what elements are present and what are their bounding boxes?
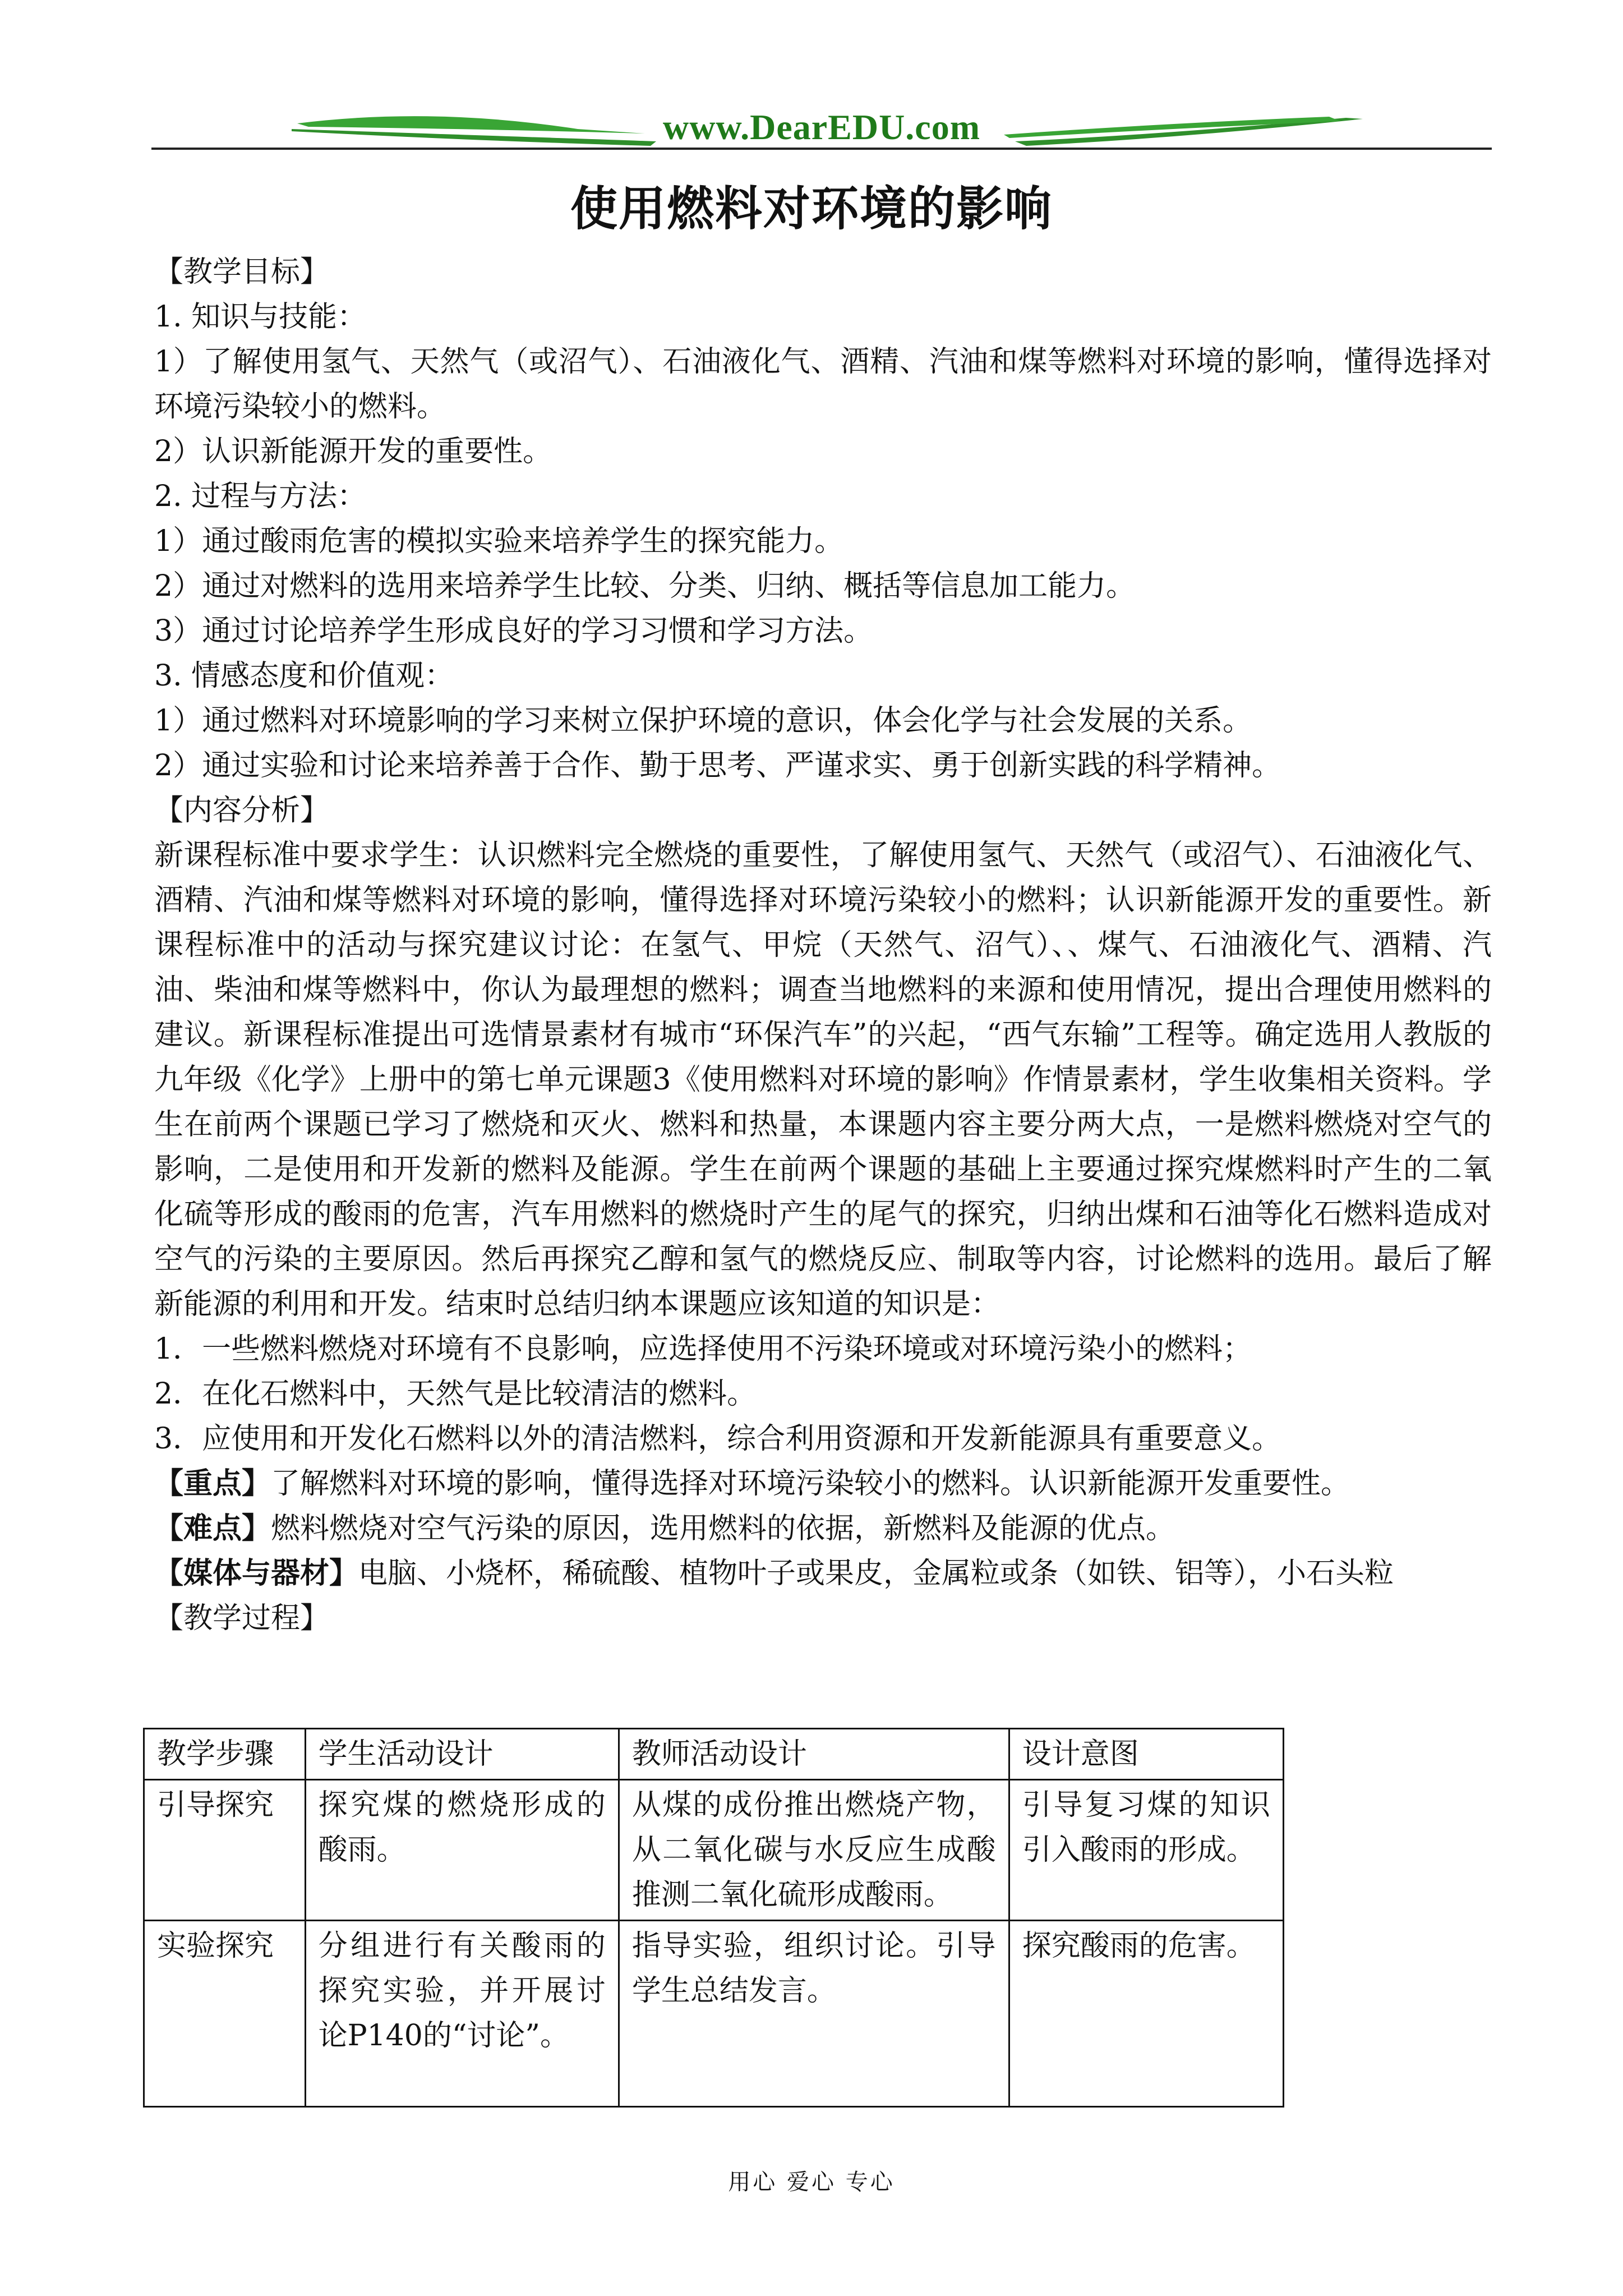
objective-line: 3. 情感态度和价值观： <box>154 659 454 693</box>
difficulty <box>154 1506 1492 1551</box>
table-cell-intent: 引导复习煤的知识引入酸雨的形成。 <box>1009 1780 1283 1921</box>
objective-line: 3）通过讨论培养学生形成良好的学习习惯和学习方法。 <box>154 614 873 648</box>
table-cell-student: 探究煤的燃烧形成的酸雨。 <box>305 1780 619 1921</box>
column-header: 教师活动设计 <box>619 1729 1009 1780</box>
key-point-text: 了解燃料对环境的影响，懂得选择对环境污染较小的燃料。认识新能源开发重要性。 <box>271 1467 1350 1501</box>
table-cell-step: 实验探究 <box>144 1921 306 2107</box>
media <box>154 1551 1492 1596</box>
table-cell-intent: 探究酸雨的危害。 <box>1009 1921 1283 2107</box>
key-point <box>154 1461 1492 1506</box>
analysis-point: 2．在化石燃料中，天然气是比较清洁的燃料。 <box>154 1377 757 1411</box>
objective-line: 1）通过酸雨危害的模拟实验来培养学生的探究能力。 <box>154 524 844 558</box>
document-body <box>154 250 1492 1641</box>
objective-line: 1）了解使用氢气、天然气（或沼气）、石油液化气、酒精、汽油和煤等燃料对环境的影响，懂得选择对环境污染较小的燃料。 <box>154 345 1492 424</box>
analysis-heading: 【内容分析】 <box>154 794 330 827</box>
objective-line: 2. 过程与方法： <box>154 480 367 513</box>
page-footer: 用心 爱心 专心 <box>728 2169 895 2195</box>
column-header: 设计意图 <box>1009 1729 1283 1780</box>
table-header-row <box>144 1729 1284 1780</box>
table-row <box>144 1780 1284 1921</box>
analysis-paragraph: 新课程标准中要求学生：认识燃料完全燃烧的重要性，了解使用氢气、天然气（或沼气）、石油液化气、酒精、汽油和煤等燃料对环境的影响，懂得选择对环境污染较小的燃料；认识新能源开发的重要性。新课程标准中的活动与探究建议讨论：在氢气、甲烷（天然气、沼气）、、煤气、石油液化气、酒精、汽油、柴油和煤等燃料中，你认为最理想的燃料；调查当地燃料的来源和使用情况，提出合理使用燃料的建议。新课程标准提出可选情景素材有城市“环保汽车”的兴起，“西气东输”工程等。确定选用人教版的九年级《化学》上册中的第七单元课题3《使用燃料对环境的影响》作情景素材，学生收集相关资料。学生在前两个课题已学习了燃烧和灭火、燃料和热量，本课题内容主要分两大点，一是燃料燃烧对空气的影响，二是使用和开发新的燃料及能源。学生在前两个课题的基础上主要通过探究煤燃料时产生的二氧化硫等形成的酸雨的危害，汽车用燃料的燃烧时产生的尾气的探究，归纳出煤和石油等化石燃料造成对空气的污染的主要原因。然后再探究乙醇和氢气的燃烧反应、制取等内容，讨论燃料的选用。最后了解新能源的利用和开发。结束时总结归纳本课题应该知道的知识是： <box>154 839 1492 1321</box>
objective-line: 2）认识新能源开发的重要性。 <box>154 435 552 468</box>
site-header <box>151 107 1492 163</box>
column-header: 教学步骤 <box>144 1729 306 1780</box>
analysis-point: 3．应使用和开发化石燃料以外的清洁燃料，综合利用资源和开发新能源具有重要意义。 <box>154 1422 1281 1456</box>
objective-line: 2）通过对燃料的选用来培养学生比较、分类、归纳、概括等信息加工能力。 <box>154 569 1136 603</box>
column-header: 学生活动设计 <box>305 1729 619 1780</box>
process-heading: 【教学过程】 <box>154 1602 330 1635</box>
table-row <box>144 1921 1284 2107</box>
header-divider <box>151 148 1492 150</box>
analysis-point: 1．一些燃料燃烧对环境有不良影响，应选择使用不污染环境或对环境污染小的燃料； <box>154 1332 1252 1366</box>
table-cell-step: 引导探究 <box>144 1780 306 1921</box>
objective-line: 1）通过燃料对环境影响的学习来树立保护环境的意识，体会化学与社会发展的关系。 <box>154 704 1252 738</box>
media-label: 【媒体与器材】 <box>154 1556 359 1590</box>
table-cell-teacher: 指导实验，组织讨论。引导学生总结发言。 <box>619 1921 1009 2107</box>
process-table <box>143 1728 1284 2108</box>
difficulty-text: 燃料燃烧对空气污染的原因，选用燃料的依据，新燃料及能源的优点。 <box>271 1512 1175 1545</box>
table-cell-student: 分组进行有关酸雨的探究实验，并开展讨论P140的“讨论”。 <box>305 1921 619 2107</box>
page-title: 使用燃料对环境的影响 <box>570 181 1053 236</box>
table-cell-teacher: 从煤的成份推出燃烧产物，从二氧化碳与水反应生成酸推测二氧化硫形成酸雨。 <box>619 1780 1009 1921</box>
objective-line: 1. 知识与技能： <box>154 300 367 334</box>
objectives-heading: 【教学目标】 <box>154 255 330 289</box>
objective-line: 2）通过实验和讨论来培养善于合作、勤于思考、严谨求实、勇于创新实践的科学精神。 <box>154 749 1281 783</box>
difficulty-label: 【难点】 <box>154 1511 271 1545</box>
media-text: 电脑、小烧杯，稀硫酸、植物叶子或果皮，金属粒或条（如铁、铝等），小石头粒 <box>358 1557 1394 1590</box>
site-logo-text[interactable]: www.DearEDU.com <box>663 107 980 147</box>
key-point-label: 【重点】 <box>154 1466 271 1501</box>
